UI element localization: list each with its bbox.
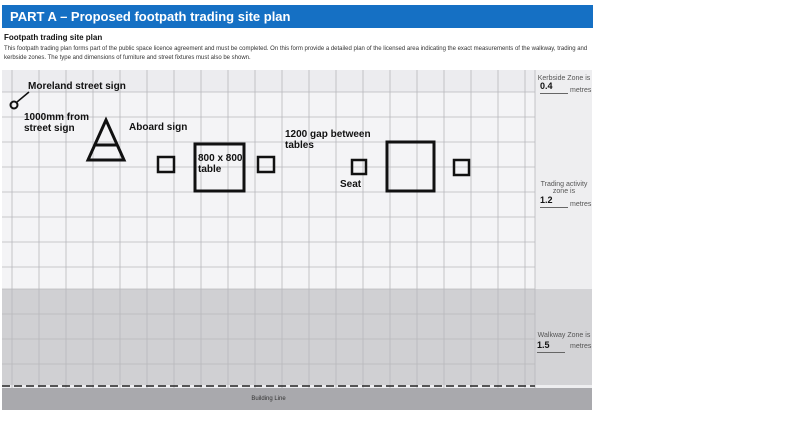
- site-plan: [2, 70, 592, 410]
- kerbside-zone-label: Kerbside Zone is: [537, 75, 591, 82]
- seat-icon: [158, 157, 174, 172]
- trading-zone-label: Trading activity zone is: [540, 181, 588, 195]
- section-subtitle: Footpath trading site plan: [4, 33, 103, 42]
- building-line-label: Building Line: [251, 396, 286, 402]
- seat-icon: [454, 160, 469, 175]
- kerbside-zone-unit: metres: [570, 87, 592, 94]
- annotation-gap: 1200 gap between tables: [285, 129, 371, 151]
- walkway-zone-label: Walkway Zone is: [537, 332, 591, 339]
- annotation-distance: 1000mm from street sign: [24, 112, 90, 134]
- annotation-aboard: Aboard sign: [129, 122, 188, 133]
- intro-text: This footpath trading plan forms part of the public space licence agreement and must be completed. On this form provide a detailed plan of the licensed area indicating the exact measurements of the walkway, trading and kerbside zones. The type and dimensions of furniture and street fixtures must also be shown.: [4, 46, 588, 61]
- annotation-table: 800 x 800 table: [198, 153, 243, 175]
- trading-zone-value: 1.2: [540, 195, 568, 208]
- trading-zone-unit: metres: [570, 201, 592, 208]
- kerbside-zone-value: 0.4: [540, 81, 568, 94]
- walkway-zone-value: 1.5: [537, 340, 565, 353]
- walkway-zone-unit: metres: [570, 343, 592, 350]
- annotation-street-sign: Moreland street sign: [28, 81, 126, 92]
- seat-icon: [258, 157, 274, 172]
- page-header: PART A – Proposed footpath trading site plan: [2, 5, 593, 28]
- street-sign-icon: [11, 92, 30, 109]
- table-icon: [387, 142, 434, 191]
- annotation-seat: Seat: [340, 179, 362, 190]
